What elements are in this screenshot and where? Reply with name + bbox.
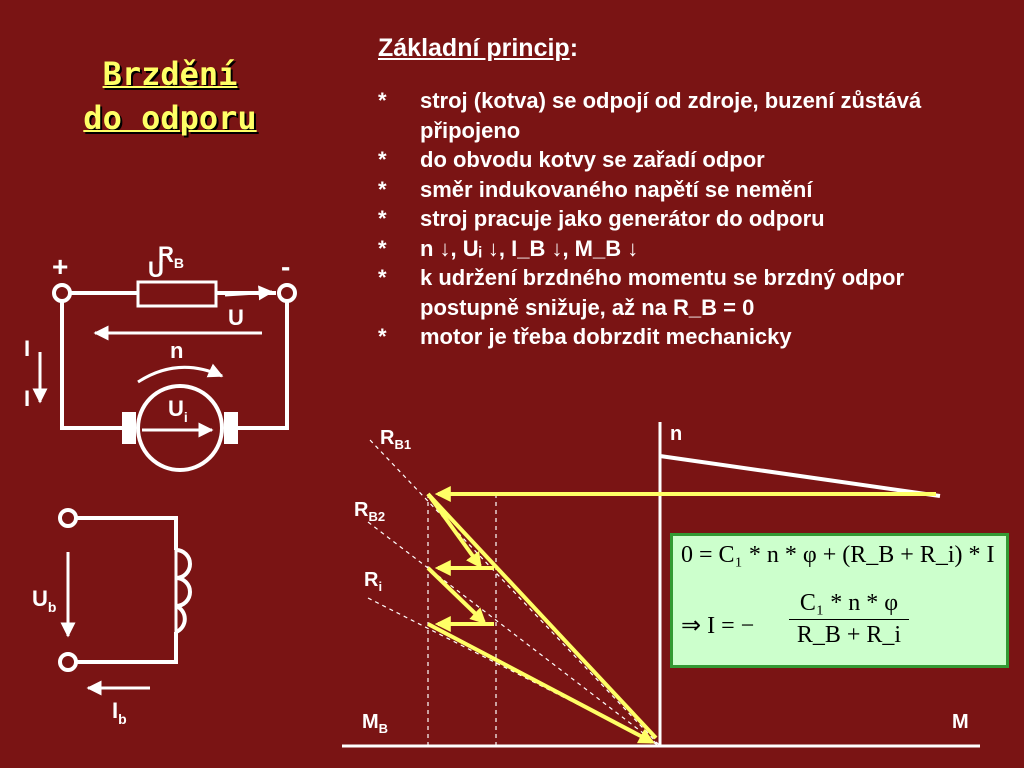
label-mb: $M_B$ xyxy=(362,711,389,736)
field-terminal-top xyxy=(60,510,76,526)
bullet-item: * stroj pracuje jako generátor do odporu xyxy=(378,204,1008,234)
path-to-mb xyxy=(428,494,656,738)
label-ib: $I_b$ xyxy=(112,698,127,727)
armature-circuit xyxy=(40,282,295,470)
terminal-minus xyxy=(279,285,295,301)
equation-1: 0 = C₁ * n * φ + (R_B + R_i) * I xyxy=(681,542,995,568)
bullet-item: * n ↓, Uᵢ ↓, I_B ↓, M_B ↓ xyxy=(378,234,1008,264)
char-rb1 xyxy=(370,440,660,746)
field-wire-top xyxy=(76,518,176,550)
equation-box xyxy=(670,533,1009,668)
field-winding xyxy=(60,510,190,688)
resistor-rb xyxy=(138,282,216,306)
label-rb2: $R_{B2}$ xyxy=(354,499,386,524)
label-u-top: U xyxy=(148,257,164,282)
label-ub: $U_b$ xyxy=(32,586,57,615)
label-m-axis: M xyxy=(952,711,969,733)
label-i-1: I xyxy=(24,336,31,361)
path-ri xyxy=(428,624,652,742)
speed-line xyxy=(660,456,940,496)
equation-2-prefix: ⇒ I = − xyxy=(681,613,755,639)
label-rb1: $R_{B1}$ xyxy=(380,427,412,452)
equation-2-fraction xyxy=(789,590,909,649)
path-rb2 xyxy=(428,568,484,622)
arrow-n xyxy=(138,367,222,382)
label-ui: $U_i$ xyxy=(168,396,188,425)
label-i-2: I xyxy=(24,386,31,411)
principle-heading-text: Základní princip xyxy=(378,34,570,62)
label-rb: $R_B$ xyxy=(158,242,185,271)
char-rb2 xyxy=(368,522,660,746)
equation-2-numerator: C₁ * n * φ xyxy=(789,590,909,620)
bullet-item: * směr indukovaného napětí se nemění xyxy=(378,175,1008,205)
terminal-plus xyxy=(54,285,70,301)
equation-2-denominator: R_B + R_i xyxy=(796,622,902,648)
label-ri: $R_i$ xyxy=(364,569,383,594)
principle-heading-colon: : xyxy=(569,34,579,62)
bullet-item: * do obvodu kotvy se zařadí odpor xyxy=(378,145,1008,175)
brush-left xyxy=(122,412,136,444)
label-u: U xyxy=(228,305,244,330)
field-wire-bottom xyxy=(76,632,176,662)
bullet-item: * motor je třeba dobrzdit mechanicky xyxy=(378,322,1008,352)
brush-right xyxy=(224,412,238,444)
label-n: n xyxy=(170,338,184,363)
circuit-wire-left xyxy=(62,300,128,428)
bullet-item: * k udržení brzdného momentu se brzdný odpor postupně snižuje, až na R_B = 0 xyxy=(378,263,1008,322)
field-terminal-bottom xyxy=(60,654,76,670)
title-line-2: do odporu xyxy=(83,99,257,137)
label-plus: + xyxy=(52,251,69,282)
bullet-item: * stroj (kotva) se odpojí od zdroje, buzení zůstává připojeno xyxy=(378,86,1008,145)
field-coil xyxy=(176,550,190,632)
label-n-axis: n xyxy=(670,423,683,445)
label-minus: - xyxy=(281,251,291,282)
title-line-1: Brzdění xyxy=(102,55,238,93)
